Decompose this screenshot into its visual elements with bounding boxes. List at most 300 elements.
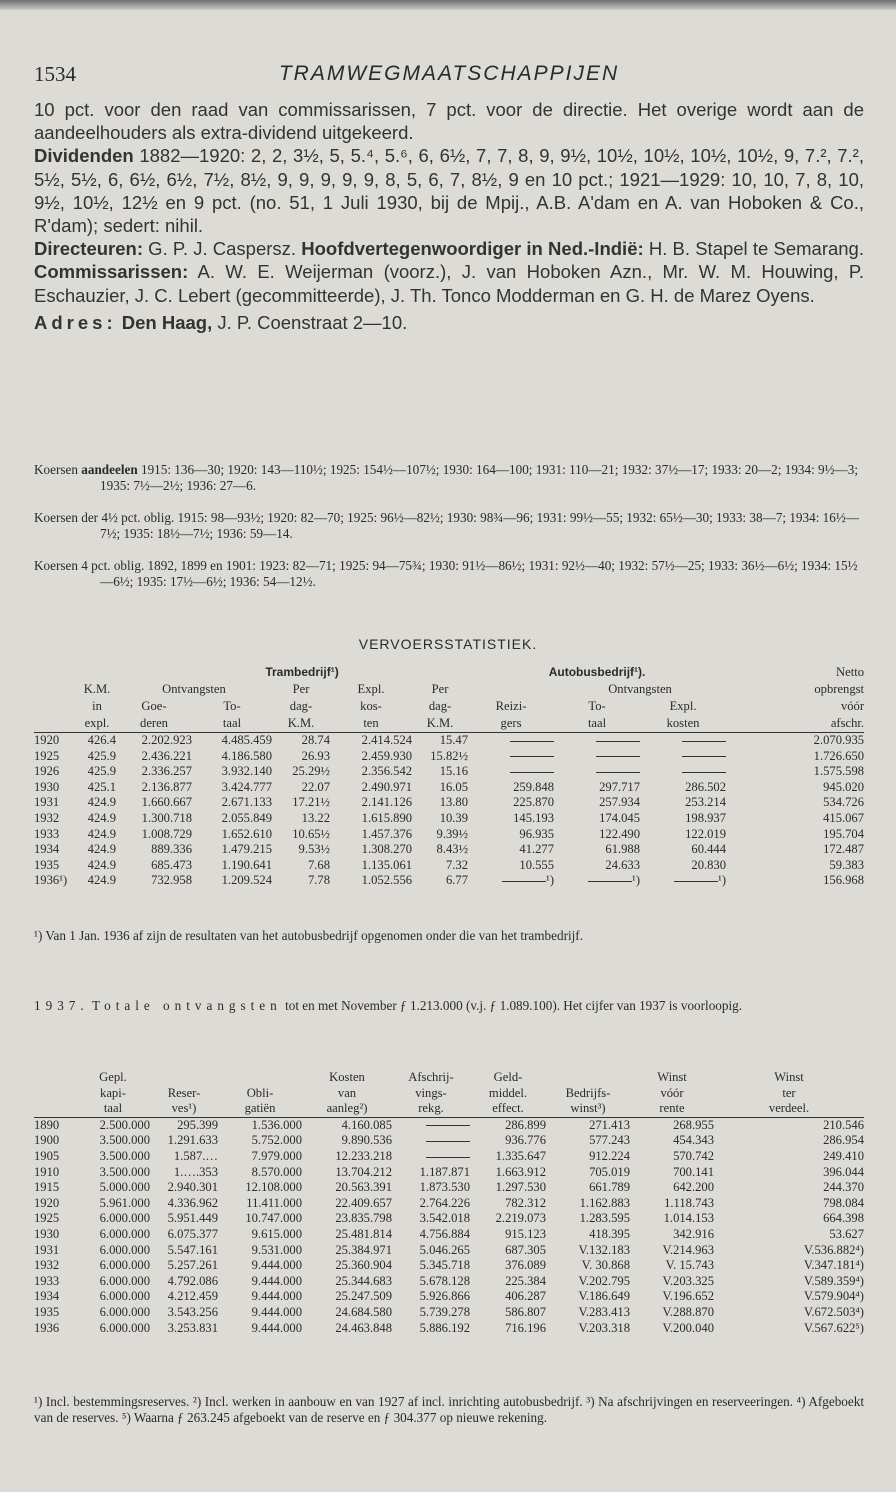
table-cell: 286.502	[685, 779, 727, 794]
table-cell: 12.108.000	[245, 1180, 302, 1195]
text-directeuren: G. P. J. Caspersz.	[142, 238, 302, 260]
dash-mark	[682, 772, 726, 773]
table-cell: 9.531.000	[251, 1242, 302, 1257]
balance-header-cell: middel.	[488, 1085, 528, 1100]
table-cell: 1.187.871	[419, 1164, 470, 1179]
row-year: 1931	[34, 795, 60, 810]
document-page	[0, 10, 896, 1492]
row-year: 1932	[34, 810, 60, 825]
table-cell: 1.536.000	[251, 1117, 302, 1132]
row-year: 1934	[34, 1289, 60, 1304]
table-cell: 24.463.848	[335, 1320, 392, 1335]
table-row	[34, 1196, 864, 1212]
table-cell: 9.444.000	[251, 1273, 302, 1288]
col-to2-2: taal	[554, 715, 640, 733]
table-row	[34, 1211, 864, 1227]
table-cell: 2.940.301	[167, 1180, 218, 1195]
adres-street: J. P. Coenstraat 2—10.	[212, 311, 408, 333]
table-cell: 1.300.718	[141, 810, 192, 825]
table-cell: 25.481.814	[335, 1226, 392, 1241]
table-cell: 418.395	[589, 1226, 630, 1241]
table-cell: 13.22	[301, 810, 330, 825]
row-year: 1890	[34, 1117, 60, 1132]
table-cell: 3.500.000	[99, 1164, 150, 1179]
table-cell: 122.490	[599, 826, 641, 841]
row-year: 1905	[34, 1148, 60, 1163]
koersen-section	[34, 462, 864, 606]
table-cell: 8.570.000	[251, 1164, 302, 1179]
label-hoofdvertegenwoordiger: Hoofdvertegenwoordiger in Ned.-Indië:	[301, 238, 644, 260]
table-cell: 24.684.580	[335, 1304, 392, 1319]
table-cell: 28.74	[301, 733, 330, 747]
table-row	[34, 780, 864, 796]
table-cell: 4.336.962	[167, 1195, 218, 1210]
table-cell: 9.444.000	[251, 1258, 302, 1273]
balance-header-cell: Kosten	[329, 1070, 365, 1084]
balance-header-cell: rente	[630, 1101, 714, 1117]
koersen-aandeelen-text: 1915: 136—30; 1920: 143—110½; 1925: 154½—107½; 1930: 164—100; 1931: 110—21; 1932: 37½—17; 1933: 20—2; 1934: 9½—3; 1935: 7½—2½; 1936: 27—6.	[100, 462, 858, 493]
table-cell: 1.118.743	[664, 1195, 714, 1210]
table-cell: 41.277	[519, 842, 555, 857]
table-cell: 225.384	[505, 1273, 546, 1288]
table-cell: 342.916	[673, 1226, 714, 1241]
table-cell: ¹)	[468, 873, 554, 889]
table-cell: 225.870	[513, 795, 555, 810]
table-cell	[468, 733, 554, 749]
table-cell	[392, 1133, 470, 1149]
paragraph-management	[34, 237, 864, 307]
adres-city: Den Haag,	[121, 311, 213, 333]
table-cell: 4.756.884	[419, 1226, 470, 1241]
table-cell: 2.459.930	[361, 748, 413, 763]
dash-mark	[426, 1141, 470, 1142]
table-cell: 376.089	[505, 1258, 546, 1273]
table-cell: 716.196	[505, 1320, 546, 1335]
table-cell: 936.776	[505, 1133, 546, 1148]
table-cell: 1.297.530	[495, 1180, 546, 1195]
balance-header-cell: van	[337, 1085, 357, 1100]
col-expl-1: Expl.	[357, 682, 385, 696]
dash-mark	[502, 881, 546, 882]
table-cell: 2.414.524	[361, 733, 413, 747]
table-row	[34, 1149, 864, 1165]
balance-header-cell: rekg.	[392, 1101, 470, 1117]
balance-header-cell: ter	[782, 1085, 796, 1100]
col-per2-3: K.M.	[412, 715, 468, 733]
row-year: 1900	[34, 1133, 60, 1148]
table-cell	[554, 764, 640, 780]
vervoersstatistiek-footnote: ¹) Van 1 Jan. 1936 af zijn de resultaten van het autobusbedrijf opgenomen onder die van het trambedrijf.	[34, 928, 583, 943]
table-cell: V.200.040	[662, 1320, 714, 1335]
col-per-2: dag-	[289, 699, 313, 713]
col-km-2: in	[92, 699, 102, 713]
table-cell: 16.05	[439, 779, 469, 794]
table-cell: 5.951.449	[167, 1211, 218, 1226]
table-cell: V.186.649	[578, 1289, 630, 1304]
table-cell: 1.587.…	[173, 1148, 218, 1163]
balance-header-cell: Gepl.	[99, 1070, 127, 1084]
row-year: 1935	[34, 857, 60, 872]
table-cell: 9.444.000	[251, 1320, 302, 1335]
table-cell: 3.543.256	[167, 1304, 218, 1319]
balance-header-cell	[218, 1070, 302, 1086]
balance-header-cell: kapi-	[100, 1085, 126, 1100]
table-cell: 13.704.212	[335, 1164, 392, 1179]
table-cell: 5.739.278	[419, 1304, 470, 1319]
dash-mark	[510, 741, 554, 742]
balance-header-cell: vings-	[415, 1085, 447, 1100]
table-cell: 4.792.086	[167, 1273, 218, 1288]
table-cell: 12.233.218	[335, 1148, 392, 1163]
col-to-2: taal	[192, 715, 272, 733]
balance-header-cell: aanleg²)	[302, 1101, 392, 1117]
table-cell: 6.000.000	[99, 1320, 150, 1335]
dash-mark	[674, 881, 718, 882]
row-year: 1930	[34, 779, 60, 794]
vervoersstatistiek-body	[34, 733, 864, 889]
text-commissarissen: A. W. E. Weijerman (voorz.), J. van Hoboken Azn., Mr. W. M. Houwing, P. Eschauzier, J. C. Lebert (gecommitteerde), J. Th. Tonco Modderman en G. H. de Marez Oyens.	[34, 261, 864, 306]
label-commissarissen: Commissarissen:	[34, 261, 189, 283]
table-cell: 5.000.000	[99, 1180, 150, 1195]
table-cell: 174.045	[599, 810, 641, 825]
table-cell: 5.752.000	[251, 1133, 302, 1148]
table-cell: 286.954	[823, 1133, 864, 1148]
col-voor-2: afschr.	[726, 715, 864, 733]
table-row	[34, 1243, 864, 1259]
table-cell: 17.21½	[292, 795, 330, 810]
col-per-1: Per	[292, 682, 310, 696]
table-cell: 425.9	[87, 764, 116, 779]
table-cell: 195.704	[823, 826, 865, 841]
table-cell: 1.190.641	[221, 857, 272, 872]
table-row	[34, 811, 864, 827]
table-row	[34, 1180, 864, 1196]
table-cell: 1.135.061	[361, 857, 413, 872]
koersen-label: Koersen	[34, 462, 78, 477]
group-trambedrijf: Trambedrijf¹)	[265, 665, 339, 679]
table-cell: 570.742	[673, 1148, 714, 1163]
dash-mark	[682, 756, 726, 757]
table-cell: 60.444	[691, 842, 727, 857]
table-cell: 2.356.542	[361, 764, 413, 779]
col-ontvangsten: Ontvangsten	[162, 682, 226, 696]
paragraph-dividenden	[34, 144, 864, 237]
group-netto: Netto	[836, 665, 865, 679]
table-cell: V.589.359⁴)	[803, 1273, 864, 1288]
table-cell: 945.020	[823, 779, 865, 794]
table-cell: 2.141.126	[361, 795, 413, 810]
table-row	[34, 842, 864, 858]
table-cell: 25.247.509	[335, 1289, 392, 1304]
table-cell: 6.000.000	[99, 1226, 150, 1241]
table-cell: 6.000.000	[99, 1258, 150, 1273]
table-cell: 59.383	[829, 857, 865, 872]
table-cell: 8.43½	[436, 842, 469, 857]
col-to2-1: To-	[588, 699, 606, 713]
table-cell: 4.160.085	[341, 1117, 392, 1132]
row-year: 1920	[34, 733, 60, 747]
table-cell: V.567.622⁵)	[803, 1320, 864, 1335]
table-cell: 22.07	[301, 779, 330, 794]
balance-table	[34, 1070, 864, 1336]
table-cell: 15.82½	[430, 748, 469, 763]
row-year: 1932	[34, 1258, 60, 1273]
balance-body	[34, 1117, 864, 1336]
balance-header-cell: ves¹)	[150, 1101, 218, 1117]
table-cell: 297.717	[599, 779, 641, 794]
table-cell: 915.123	[505, 1226, 546, 1241]
koersen-aandeelen	[34, 462, 864, 494]
table-cell: 9.444.000	[251, 1304, 302, 1319]
table-row	[34, 795, 864, 811]
p1937-spaced: Totale ontvangsten	[91, 998, 282, 1013]
table-cell: 424.9	[87, 810, 116, 825]
table-cell: 10.65½	[292, 826, 330, 841]
col-per-3: K.M.	[272, 715, 330, 733]
table-cell: 2.436.221	[141, 748, 192, 763]
table-cell: 6.000.000	[99, 1289, 150, 1304]
col-goe-1: Goe-	[141, 699, 167, 713]
table-cell: 424.9	[87, 873, 116, 888]
balance-header-cell: Afschrij-	[408, 1070, 454, 1084]
row-year: 1930	[34, 1226, 60, 1241]
table-cell: 5.886.192	[419, 1320, 470, 1335]
table-cell: 577.243	[589, 1133, 630, 1148]
table-cell: 25.29½	[292, 764, 330, 779]
table-cell: 1.008.729	[141, 826, 192, 841]
table-cell: 700.141	[673, 1164, 714, 1179]
table-cell: 6.000.000	[99, 1242, 150, 1257]
table-cell: 1.660.667	[141, 795, 192, 810]
col-opbrengst: opbrengst	[814, 682, 865, 696]
table-cell: 13.80	[439, 795, 469, 810]
row-year: 1934	[34, 842, 60, 857]
balance-header-cell: Bedrijfs-	[565, 1085, 611, 1100]
table-cell: ¹)	[640, 873, 726, 889]
dash-mark	[596, 756, 640, 757]
table-cell: 5.345.718	[419, 1258, 470, 1273]
label-dividenden: Dividenden	[34, 145, 134, 167]
col-to-1: To-	[223, 699, 241, 713]
scan-top-edge	[0, 0, 896, 10]
table-cell: 5.961.000	[99, 1195, 150, 1210]
table-cell: 687.305	[505, 1242, 546, 1257]
dash-mark	[510, 756, 554, 757]
table-cell: 3.424.777	[221, 779, 272, 794]
table-cell: 22.409.657	[335, 1195, 392, 1210]
table-cell: 9.53½	[298, 842, 330, 857]
table-cell: 912.224	[589, 1148, 630, 1163]
table-cell: 5.678.128	[419, 1273, 470, 1288]
table-cell: 295.399	[177, 1117, 218, 1132]
table-row	[34, 827, 864, 843]
p1937-text: tot en met November ƒ 1.213.000 (v.j. ƒ 1.089.100). Het cijfer van 1937 is voorloopig.	[281, 998, 743, 1013]
table-cell: 7.979.000	[251, 1148, 302, 1163]
table-cell	[468, 764, 554, 780]
group-autobusbedrijf: Autobusbedrijf¹).	[548, 665, 646, 679]
label-directeuren: Directeuren:	[34, 238, 143, 260]
table-cell: 10.555	[519, 857, 555, 872]
table-cell: 426.4	[87, 733, 116, 747]
dash-mark	[426, 1157, 470, 1158]
col-per2-2: dag-	[428, 699, 452, 713]
table-cell: 2.500.000	[99, 1117, 150, 1132]
table-cell	[554, 733, 640, 749]
table-cell: 15.47	[439, 733, 469, 747]
table-cell: 271.413	[589, 1117, 630, 1132]
balance-header-cell: winst³)	[546, 1101, 630, 1117]
table-cell: 15.16	[439, 764, 469, 779]
table-cell: 2.671.133	[221, 795, 272, 810]
table-cell: 424.9	[87, 826, 116, 841]
table-cell: 1.014.153	[663, 1211, 714, 1226]
text-dividenden: 1882—1920: 2, 2, 3½, 5, 5.⁴, 5.⁶, 6, 6½, 7, 7, 8, 9, 9½, 10½, 10½, 10½, 10½, 9, 7.², 7.², 5½, 5½, 6, 6½, 6½, 7½, 8½, 9, 9, 9, 9, 9, 8, 5, 6, 7, 8½, 9 en 10 pct.; 1921—1929: 10, 10, 7, 8, 10, 9½, 10½, 12½ en 9 pct. (no. 51, 1 Juli 1930, bij de Mpij., A.B. A'dam en A. van Hoboken & Co., R'dam); sedert: nihil.	[34, 145, 864, 237]
table-cell: 20.563.391	[335, 1180, 392, 1195]
table-row	[34, 1227, 864, 1243]
table-cell: 782.312	[505, 1195, 546, 1210]
table-cell: V.214.963	[662, 1242, 714, 1257]
koersen-oblig-4: Koersen 4 pct. oblig. 1892, 1899 en 1901: 1923: 82—71; 1925: 94—75¾; 1930: 91½—86½; 1931: 92½—40; 1932: 57½—25; 1933: 36½—6½; 1934: 15½—6½; 1935: 17½—6½; 1936: 54—12½.	[34, 558, 858, 589]
table-cell: 53.627	[829, 1226, 864, 1241]
table-cell: 6.000.000	[99, 1304, 150, 1319]
table-cell: 7.32	[445, 857, 469, 872]
table-cell: 889.336	[151, 842, 192, 857]
table-cell: 20.830	[691, 857, 727, 872]
table-row	[34, 858, 864, 874]
row-year: 1935	[34, 1304, 60, 1319]
table-cell: 96.935	[519, 826, 555, 841]
table-cell: 2.490.971	[361, 779, 413, 794]
table-cell: V.132.183	[578, 1242, 630, 1257]
table-cell: 1.726.650	[813, 748, 865, 763]
table-cell: V.288.870	[662, 1304, 714, 1319]
balance-header-cell	[150, 1070, 218, 1086]
table-cell: 9.444.000	[251, 1289, 302, 1304]
table-row	[34, 873, 864, 889]
table-cell: 198.937	[685, 810, 727, 825]
p1937-year: 1937.	[34, 998, 89, 1013]
balance-header-cell: gatiën	[218, 1101, 302, 1117]
table-cell: 286.899	[505, 1117, 546, 1132]
table-cell: 1.052.556	[361, 873, 413, 888]
balance-header-cell: verdeel.	[714, 1101, 864, 1117]
table-cell: 705.019	[589, 1164, 630, 1179]
page-number: 1534	[34, 62, 76, 86]
table-cell: 5.547.161	[167, 1242, 218, 1257]
table-cell: 1.….353	[173, 1164, 218, 1179]
table-row	[34, 1258, 864, 1274]
table-cell: 10.39	[439, 810, 469, 825]
table-cell: 685.473	[151, 857, 192, 872]
col-expl-3: ten	[330, 715, 412, 733]
table-row	[34, 1321, 864, 1337]
row-year: 1936	[34, 1320, 60, 1335]
table-cell: 4.186.580	[221, 748, 272, 763]
table-cell: V.347.181⁴)	[803, 1258, 864, 1273]
table-cell: 3.500.000	[99, 1133, 150, 1148]
table-cell: 5.926.866	[419, 1289, 470, 1304]
balance-header-cell	[546, 1070, 630, 1086]
paragraph-adres	[34, 311, 864, 334]
table-row	[34, 1133, 864, 1149]
table-cell: 26.93	[301, 748, 330, 763]
table-cell: V.196.652	[662, 1289, 714, 1304]
row-year: 1933	[34, 826, 60, 841]
table-cell: 396.044	[823, 1164, 864, 1179]
col-expl2-2: kosten	[640, 715, 726, 733]
balance-header-cell: Obli-	[246, 1085, 274, 1100]
col-expl2-1: Expl.	[669, 699, 697, 713]
table-cell: 25.360.904	[335, 1258, 392, 1273]
col-goe-2: deren	[116, 715, 192, 733]
table-cell: V.283.413	[578, 1304, 630, 1319]
table-cell: 259.848	[513, 779, 555, 794]
vervoersstatistiek-table	[34, 664, 864, 889]
table-cell: 9.890.536	[341, 1133, 392, 1148]
table-cell: V. 15.743	[665, 1258, 714, 1273]
table-cell: 425.9	[87, 748, 116, 763]
col-reiz-2: gers	[468, 715, 554, 733]
balance-header-cell: Winst	[774, 1070, 804, 1084]
table-cell: V.536.882⁴)	[803, 1242, 864, 1257]
row-year: 1910	[34, 1164, 60, 1179]
table-cell: 415.067	[823, 810, 865, 825]
table-cell: 424.9	[87, 795, 116, 810]
paragraph-1937	[34, 998, 864, 1014]
table-cell: 1.479.215	[221, 842, 272, 857]
table-cell: 406.287	[505, 1289, 546, 1304]
table-cell: 4.212.459	[167, 1289, 218, 1304]
table-cell: 661.789	[589, 1180, 630, 1195]
table-cell: 2.070.935	[813, 733, 865, 747]
row-year: 1931	[34, 1242, 60, 1257]
table-cell: 1.308.270	[361, 842, 413, 857]
paragraph-dividend-distribution: 10 pct. voor den raad van commissarissen, 7 pct. voor de directie. Het overige wordt aan de aandeelhouders als extra-dividend uitgekeerd.	[34, 99, 864, 144]
col-expl-2: kos-	[360, 699, 382, 713]
koersen-oblig-4half: Koersen der 4½ pct. oblig. 1915: 98—93½; 1920: 82—70; 1925: 96½—82½; 1930: 98¾—96; 1931: 99½—55; 1932: 65½—30; 1933: 38—7; 1934: 16½—7½; 1935: 18½—7½; 1936: 59—14.	[34, 510, 859, 541]
table-cell: V. 30.868	[581, 1258, 630, 1273]
table-cell: V.203.325	[662, 1273, 714, 1288]
col-ontvangsten-auto: Ontvangsten	[608, 682, 672, 696]
table-cell: 10.747.000	[245, 1211, 302, 1226]
table-cell: 156.968	[823, 873, 865, 888]
table-cell: 1.663.912	[495, 1164, 546, 1179]
dash-mark	[596, 772, 640, 773]
label-adres: Adres:	[34, 311, 117, 333]
table-cell: 1.652.610	[221, 826, 272, 841]
table-cell: 664.398	[823, 1211, 864, 1226]
table-cell: 1.615.890	[361, 810, 413, 825]
table-cell: 1.575.598	[813, 764, 865, 779]
table-cell: 210.546	[823, 1117, 864, 1132]
col-reiz-1: Reizi-	[495, 699, 527, 713]
table-cell: 1.873.530	[419, 1180, 470, 1195]
table-cell: 24.633	[605, 857, 641, 872]
table-cell: 172.487	[823, 842, 865, 857]
table-cell: 798.084	[823, 1195, 864, 1210]
table-cell: 145.193	[513, 810, 555, 825]
table-cell: V.672.503⁴)	[803, 1304, 864, 1319]
table-row	[34, 764, 864, 780]
table-cell	[554, 749, 640, 765]
balance-header-cell: taal	[76, 1101, 150, 1117]
row-year: 1925	[34, 748, 60, 763]
table-row	[34, 1274, 864, 1290]
table-cell	[468, 749, 554, 765]
row-year: 1926	[34, 764, 60, 779]
table-cell: 7.68	[307, 857, 330, 872]
table-cell: 642.200	[673, 1180, 714, 1195]
